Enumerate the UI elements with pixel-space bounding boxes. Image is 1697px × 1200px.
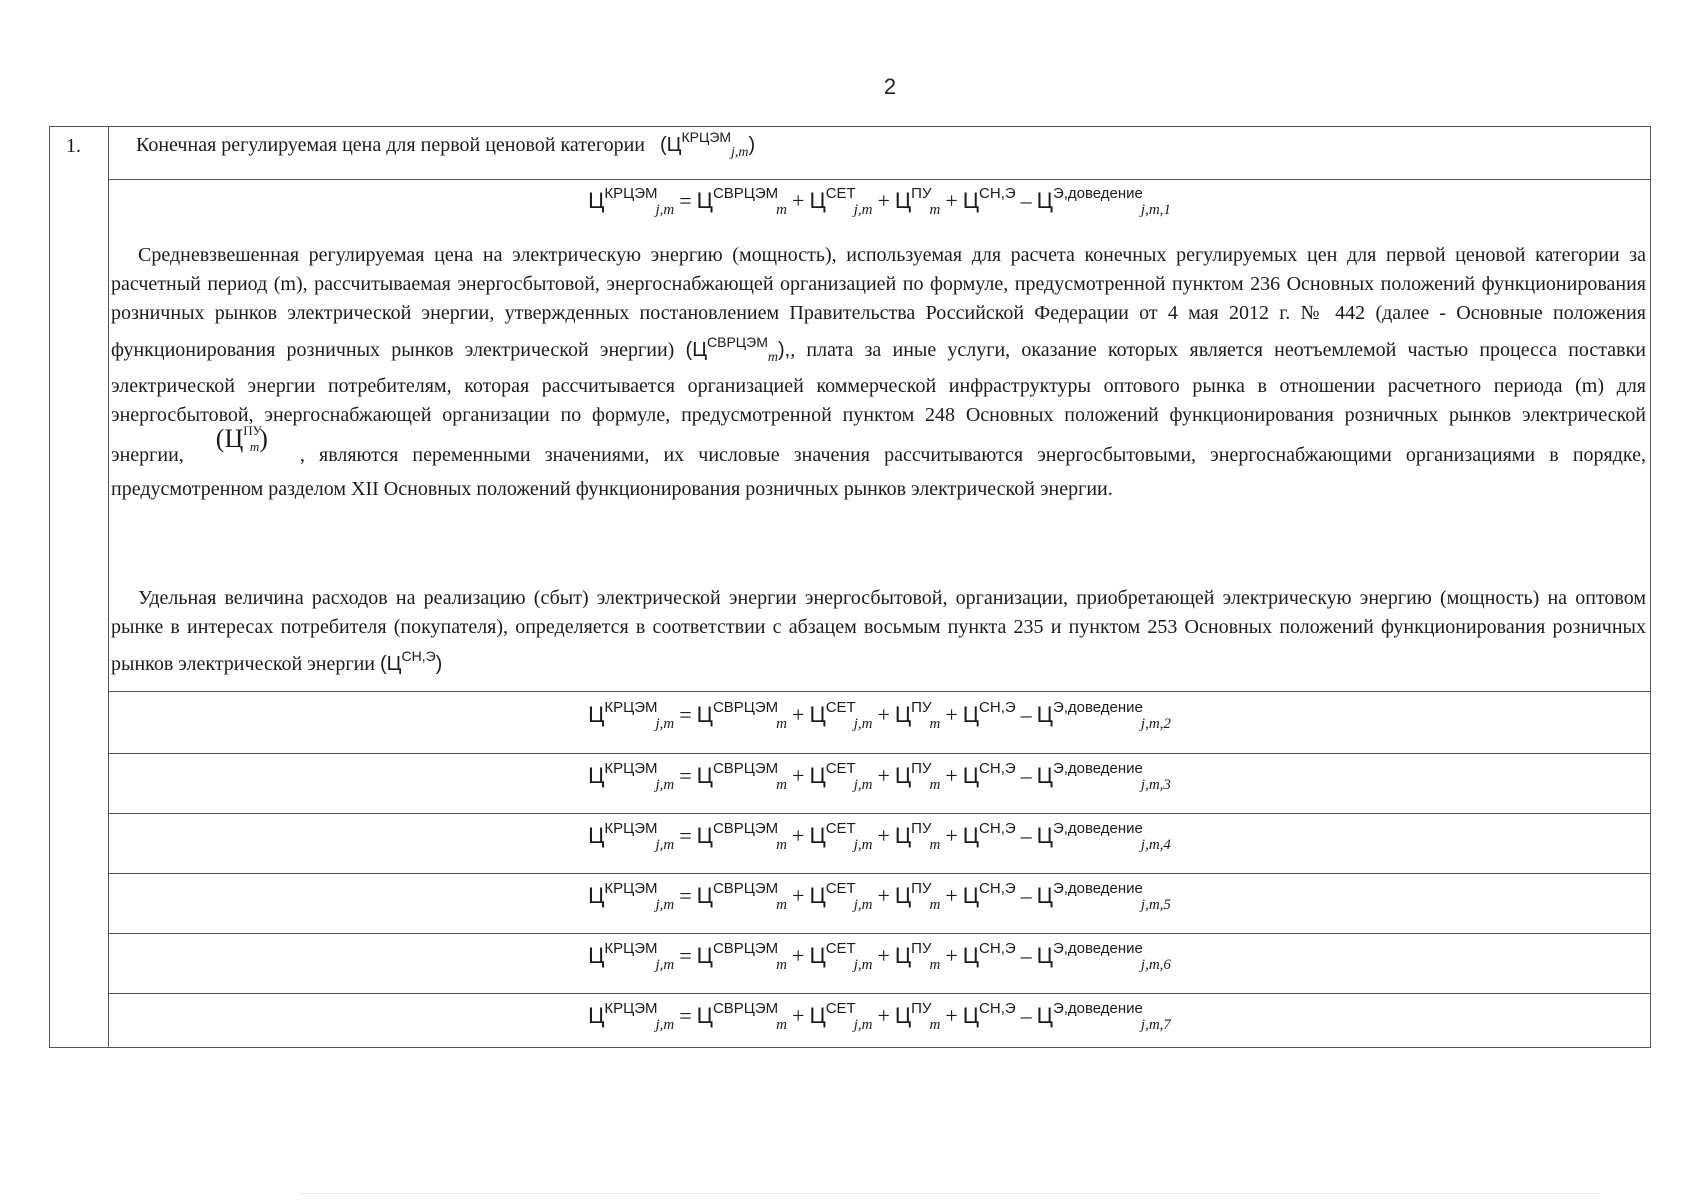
divider <box>109 753 1650 754</box>
formula-4: $Ц^{КРЦЭМ}_{j,m} = Ц^{СВРЦЭМ}_m + Ц^{СЕТ}_{j,m} + Ц^{ПУ}_m + Ц^{СН,Э} - Ц^{Э,доведение}_{j,m,4}$ <box>588 820 1171 853</box>
divider <box>109 179 1650 180</box>
divider <box>109 813 1650 814</box>
pu-symbol: $(Ц^{ПУ}_m)$ <box>215 423 268 454</box>
tariff-table <box>49 126 1651 1048</box>
formula-2: $Ц^{КРЦЭМ}_{j,m} = Ц^{СВРЦЭМ}_m + Ц^{СЕТ}_{j,m} + Ц^{ПУ}_m + Ц^{СН,Э} - Ц^{Э,доведение}_{j,m,2}$ <box>588 699 1171 732</box>
divider <box>109 873 1650 874</box>
formula-7: $Ц^{КРЦЭМ}_{j,m} = Ц^{СВРЦЭМ}_m + Ц^{СЕТ}_{j,m} + Ц^{ПУ}_m + Ц^{СН,Э} - Ц^{Э,доведение}_{j,m,7}$ <box>588 1000 1171 1033</box>
sne-symbol: $(Ц^{СН,Э})$ <box>380 648 443 675</box>
paragraph-weighted-price: Средневзвешенная регулируемая цена на электрическую энергию (мощность), используемая для расчета конечных регулируемых цен для первой ценовой категории за расчетный период (m), рассчитываемая энергосбытовой, энергоснабжающей организацией по формуле, предусмотренной пунктом 236 Основных положений функционирования розничных рынков электрической энергии, утвержденных постановлением Правительства Российской Федерации от 4 мая 2012 г. № 442 (далее - Основные положения функционирования розничных рынков электрической энергии) $(Ц^{СВРЦЭМ}_m)$,, плата за иные услуги, оказание которых является неотъемлемой частью процесса поставки электрической энергии потребителям, которая рассчитывается организацией коммерческой инфраструктуры оптового рынка в отношении расчетного периода (m) для энергосбытовой, энергоснабжающей организации по формуле, предусмотренной пунктом 248 Основных положений функционирования розничных рынков электрической $энергии,(Ц^{ПУ}_m)$, являются переменными значениями, их числовые значения рассчитываются энергосбытовыми, энергоснабжающими организациями в порядке, предусмотренном разделом XII Основных положений функционирования розничных рынков электрической энергии. <box>111 244 1647 500</box>
row-number-column <box>50 127 109 1047</box>
formula-6: $Ц^{КРЦЭМ}_{j,m} = Ц^{СВРЦЭМ}_m + Ц^{СЕТ}_{j,m} + Ц^{ПУ}_m + Ц^{СН,Э} - Ц^{Э,доведение}_{j,m,6}$ <box>588 940 1171 973</box>
content-column <box>109 127 1650 1047</box>
row-number: 1. <box>66 135 81 157</box>
page-number: 2 <box>883 74 897 99</box>
heading-symbol: $(Ц^{КРЦЭМ}_{j,m})$ <box>660 129 756 160</box>
paragraph-sales-costs: Удельная величина расходов на реализацию (сбыт) электрической энергии энергосбытовой, организации, приобретающей электрическую энергию (мощность) на оптовом рынке в интересах потребителя (покупателя), определяется в соответствии с абзацем восьмым пункта 235 и пунктом 253 Основных положений функционирования розничных рынков электрической энергии $(Ц^{СН,Э})$ <box>111 587 1646 675</box>
formula-1: $Ц^{КРЦЭМ}_{j,m} = Ц^{СВРЦЭМ}_m + Ц^{СЕТ}_{j,m} + Ц^{ПУ}_m + Ц^{СН,Э} - Ц^{Э,доведение}_{j,m,1}$ <box>588 185 1171 218</box>
formula-5: $Ц^{КРЦЭМ}_{j,m} = Ц^{СВРЦЭМ}_m + Ц^{СЕТ}_{j,m} + Ц^{ПУ}_m + Ц^{СН,Э} - Ц^{Э,доведение}_{j,m,5}$ <box>588 880 1171 913</box>
row-heading-text: Конечная регулируемая цена для первой ценовой категории <box>136 134 645 156</box>
divider <box>109 993 1650 994</box>
divider <box>109 933 1650 934</box>
svrcem-symbol: $(Ц^{СВРЦЭМ}_m)$, <box>685 334 791 365</box>
divider <box>109 691 1650 692</box>
formula-3: $Ц^{КРЦЭМ}_{j,m} = Ц^{СВРЦЭМ}_m + Ц^{СЕТ}_{j,m} + Ц^{ПУ}_m + Ц^{СН,Э} - Ц^{Э,доведение}_{j,m,3}$ <box>588 760 1171 793</box>
row-heading <box>136 129 755 161</box>
scan-artifact-line <box>300 1193 1600 1195</box>
